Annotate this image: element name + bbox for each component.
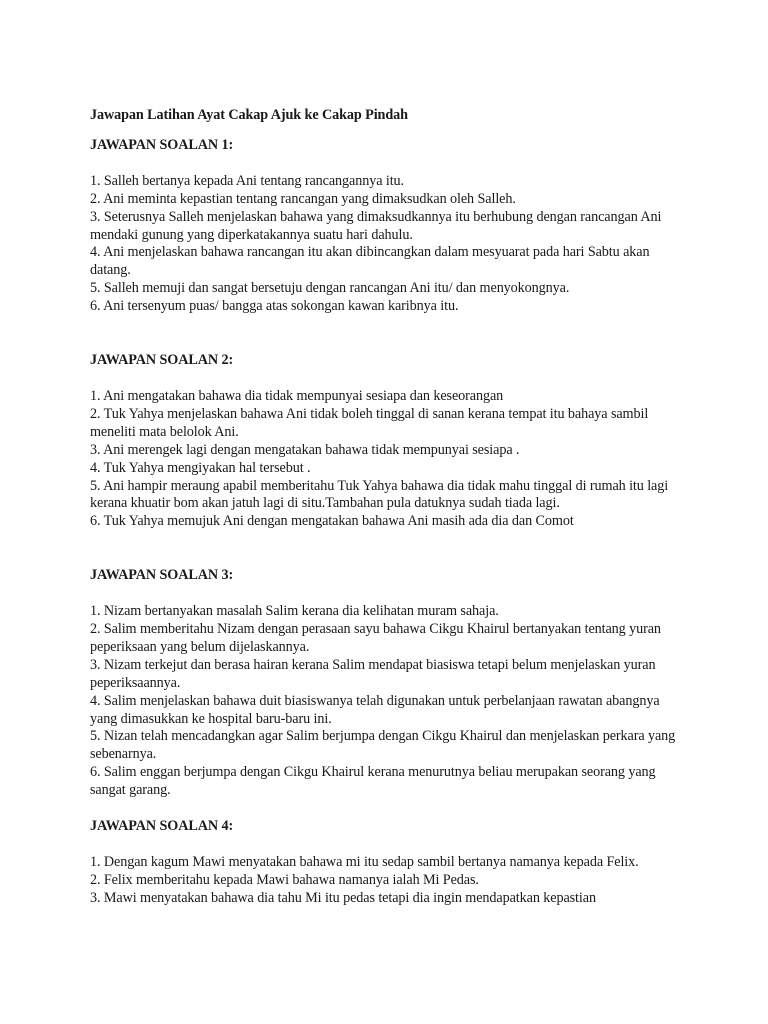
answer-item: 6. Tuk Yahya memujuk Ani dengan mengatakan bahawa Ani masih ada dia dan Comot (90, 513, 574, 530)
answer-item: 2. Salim memberitahu Nizam dengan perasaan sayu bahawa Cikgu Khairul bertanyakan tentang yuran peperiksaan yang belum dijelaskannya. (90, 621, 661, 655)
answer-list (90, 854, 690, 908)
answer-item: 1. Ani mengatakan bahawa dia tidak mempunyai sesiapa dan keseorangan (90, 387, 504, 404)
answer-item: 5. Ani hampir meraung apabil memberitahu Tuk Yahya bahawa dia tidak mahu tinggal di rumah itu lagi kerana khuatir bom akan jatuh lagi di situ.Tambahan pula datuknya sudah tiada lagi. (90, 477, 669, 512)
document-page (90, 107, 690, 908)
answer-item: 1. Salleh bertanya kepada Ani tentang rancangannya itu. (90, 172, 404, 189)
section-heading: JAWAPAN SOALAN 3: (90, 567, 234, 584)
section-heading: JAWAPAN SOALAN 4: (90, 818, 234, 835)
answer-item: 5. Salleh memuji dan sangat bersetuju dengan rancangan Ani itu/ dan menyokongnya. (90, 280, 570, 297)
answer-item: 2. Felix memberitahu kepada Mawi bahawa namanya ialah Mi Pedas. (90, 871, 479, 888)
answer-item: 1. Dengan kagum Mawi menyatakan bahawa mi itu sedap sambil bertanya namanya kepada Felix. (90, 854, 639, 870)
answer-item: 3. Seterusnya Salleh menjelaskan bahawa yang dimaksudkannya itu berhubung dengan rancangan Ani mendaki gunung yang diperkatakannya suatu hari dahulu. (90, 208, 662, 243)
answer-item: 6. Ani tersenyum puas/ bangga atas sokongan kawan karibnya itu. (90, 298, 459, 315)
answer-item: 4. Tuk Yahya mengiyakan hal tersebut . (90, 459, 311, 476)
answer-item: 1. Nizam bertanyakan masalah Salim kerana dia kelihatan muram sahaja. (90, 603, 499, 620)
answer-section-3 (90, 567, 690, 800)
answer-item: 2. Ani meminta kepastian tentang rancangan yang dimaksudkan oleh Salleh. (90, 190, 516, 207)
answer-item: 3. Nizam terkejut dan berasa hairan kerana Salim mendapat biasiswa tetapi belum menjelaskan yuran peperiksaannya. (90, 656, 656, 691)
section-heading: JAWAPAN SOALAN 2: (90, 352, 234, 369)
section-heading: JAWAPAN SOALAN 1: (90, 136, 234, 153)
answer-list (90, 173, 690, 316)
answer-section-1 (90, 137, 690, 316)
answer-item: 3. Ani merengek lagi dengan mengatakan bahawa tidak mempunyai sesiapa . (90, 441, 520, 458)
answer-list (90, 603, 690, 800)
answer-item: 6. Salim enggan berjumpa dengan Cikgu Khairul kerana menurutnya beliau merupakan seorang yang sangat garang. (90, 764, 656, 799)
answer-item: 4. Salim menjelaskan bahawa duit biasiswanya telah digunakan untuk perbelanjaan rawatan abangnya yang dimasukkan ke hospital baru-baru ini. (90, 692, 660, 727)
answer-item: 3. Mawi menyatakan bahawa dia tahu Mi itu pedas tetapi dia ingin mendapatkan kepastian (90, 889, 596, 906)
answer-section-2 (90, 352, 690, 531)
document-title: Jawapan Latihan Ayat Cakap Ajuk ke Cakap Pindah (90, 107, 408, 123)
answer-list (90, 388, 690, 531)
answer-item: 5. Nizan telah mencadangkan agar Salim berjumpa dengan Cikgu Khairul dan menjelaskan perkara yang sebenarnya. (90, 728, 676, 763)
answer-item: 2. Tuk Yahya menjelaskan bahawa Ani tidak boleh tinggal di sanan kerana tempat itu bahaya sambil meneliti mata belolok Ani. (90, 405, 649, 440)
answer-section-4 (90, 818, 690, 908)
answer-item: 4. Ani menjelaskan bahawa rancangan itu akan dibincangkan dalam mesyuarat pada hari Sabtu akan datang. (90, 244, 650, 279)
